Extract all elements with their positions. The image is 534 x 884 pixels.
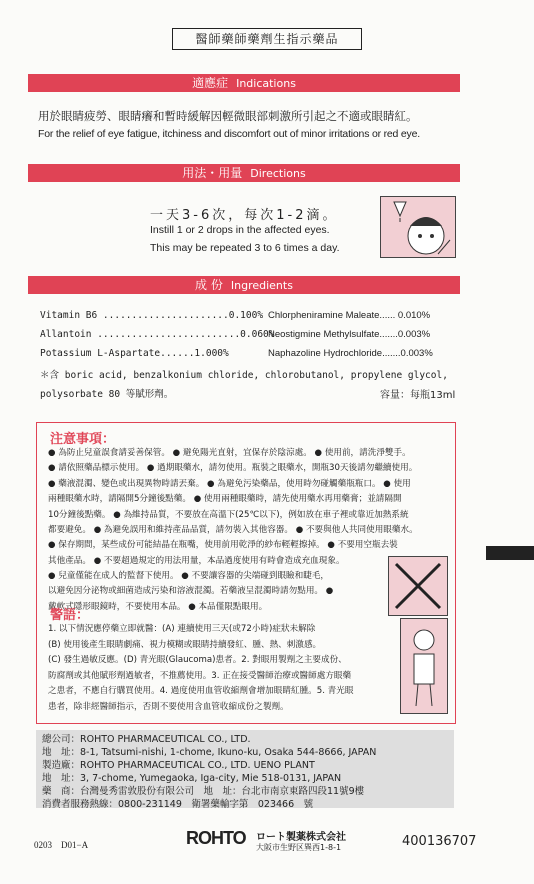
manufacturer-line: 地 址：3, 7-chome, Yumegaoka, Iga-city, Mie 518-0131, JAPAN — [42, 773, 342, 784]
manufacturer-line: 地 址：8-1, Tatsumi-nishi, 1-chome, Ikuno-ku, Osaka 544-8666, JAPAN — [42, 747, 377, 758]
ingredient-left-1: Vitamin B6 ......................0.100% — [40, 310, 264, 321]
cautions-list-narrow — [48, 569, 388, 615]
warning-line: (C) 發生過敏反應。(D) 青光眼(Glaucoma)患者。2. 對眼用製劑之主要成份、 — [48, 655, 347, 665]
ingredient-left-2: Allantoin .........................0.060% — [40, 329, 275, 340]
directions-title-en: Directions — [250, 167, 306, 180]
indications-text-zh: 用於眼睛疲勞、眼睛癢和暫時緩解因輕微眼部刺激所引起之不適或眼睛紅。 — [38, 109, 418, 123]
manufacturer-line: 總公司：ROHTO PHARMACEUTICAL CO., LTD. — [42, 734, 251, 745]
manufacturer-line: 藥 商：台灣曼秀雷敦股份有限公司 地 址：台北市南京東路四段11號9樓 — [42, 786, 365, 797]
child-illustration — [400, 618, 448, 714]
caution-line: 戴軟式隱形眼鏡時，不要使用本品。 ● 本品僅限點眼用。 — [48, 601, 268, 612]
ingredients-band — [28, 276, 460, 294]
warning-line: (B) 使用後產生眼睛劇痛、視力模糊或眼睛持續發紅、腫、熱、刺激感。 — [48, 639, 322, 650]
cautions-title: 注意事項： — [50, 432, 116, 447]
ingredient-right-1: Chlorpheniramine Maleate...... 0.010% — [268, 310, 431, 321]
ingredient-right-2: Neostigmine Methylsulfate.......0.003% — [268, 329, 431, 340]
eye-drop-illustration — [380, 196, 456, 258]
directions-text-zh: 一天3-6次，每次1-2滴。 — [150, 208, 339, 223]
ingredient-additives-1: ＊含 boric acid, benzalkonium chloride, chlorobutanol, propylene glycol, — [40, 370, 448, 381]
ingredient-left-3: Potassium L-Aspartate......1.000% — [40, 348, 229, 359]
edge-mark — [486, 546, 534, 560]
warning-line: 患者，除非經醫師指示，否則不要使用含血管收縮成份之製劑。 — [48, 701, 289, 712]
caution-line: ● 兒童僅能在成人的監督下使用。 ● 不要讓容器的尖端碰到眼瞼和睫毛， — [48, 571, 330, 581]
caution-line: ● 為防止兒童誤食請妥善保管。 ● 避免陽光直射，宜保存於陰涼處。 ● 使用前，請洗淨雙手。 — [48, 448, 411, 458]
footer-code-right: 400136707 — [402, 834, 477, 849]
warning-line: 之患者，不應自行購買使用。4. 過度使用血管收縮劑會增加眼睛紅腫。5. 青光眼 — [48, 686, 354, 696]
indications-title-en: Indications — [236, 77, 296, 90]
ingredients-title-en: Ingredients — [230, 279, 293, 292]
caution-line: ● 請依照藥品標示使用。 ● 過期眼藥水，請勿使用。瓶裝之眼藥水，開瓶30天後請勿繼續使用。 — [48, 463, 418, 474]
warnings-list — [48, 622, 398, 715]
indications-text-en: For the relief of eye fatigue, itchiness and discomfort out of minor irritations or red eye. — [38, 128, 420, 140]
ingredients-title-zh: 成 份 — [195, 278, 223, 292]
ingredient-right-3: Naphazoline Hydrochloride.......0.003% — [268, 348, 433, 359]
rohto-logo: ROHTO — [186, 828, 246, 848]
ingredient-additives-2: polysorbate 80 等賦形劑。 — [40, 389, 174, 400]
caution-line: 以避免因分泌物或細菌造成污染和溶液混濁。若藥液呈混濁時請勿點用。 ● — [48, 586, 334, 597]
indications-title-zh: 適應症 — [192, 76, 229, 90]
caution-line: 都要避免。 ● 為避免誤用和維持產品品質，請勿裝入其他容器。 ● 不要與他人共同使用眼藥水。 — [48, 525, 418, 536]
directions-text-en-1: Instill 1 or 2 drops in the affected eyes. — [150, 224, 330, 236]
directions-text-en-2: This may be repeated 3 to 6 times a day. — [150, 242, 340, 254]
company-address: 大阪市生野区巽西1-8-1 — [256, 843, 342, 852]
caution-line: 其他產品。 ● 不要超過規定的用法用量，本品過度使用有時會造成充血現象。 — [48, 555, 345, 566]
cautions-list — [48, 446, 443, 569]
directions-band — [28, 164, 460, 182]
warning-line: 1. 以下情況應停藥立即就醫：(A) 連續使用三天(或72小時)症狀未解除 — [48, 624, 316, 634]
footer-code-left: 0203 D01−A — [34, 840, 89, 850]
caution-line: ● 保存期間，某些成份可能結晶在瓶嘴，使用前用乾淨的紗布輕輕擦掉。 ● 不要用空瓶去裝 — [48, 540, 398, 551]
manufacturer-line: 消費者服務熱線：0800-231149 衛署藥輸字第 023466 號 — [42, 799, 314, 810]
warning-line: 防腐劑或其他賦形劑過敏者，不推薦使用。3. 正在接受醫師治療或醫師處方眼藥 — [48, 670, 352, 681]
caution-line: 兩種眼藥水時，請隔開5分鐘後點藥。 ● 使用兩種眼藥時，請先使用藥水再用藥膏；並請隔開 — [48, 494, 402, 505]
warnings-title: 警語： — [50, 608, 90, 623]
caution-line: ● 藥液混濁、變色或出現異物時請丟棄。 ● 為避免污染藥品，使用時勿碰觸藥瓶瓶口。 ● 使用 — [48, 478, 411, 489]
no-children-illustration — [388, 556, 448, 616]
company-name-jp: ロート製薬株式会社 — [256, 832, 346, 843]
document-title: 醫師藥師藥劑生指示藥品 — [172, 28, 362, 50]
directions-title-zh: 用法・用量 — [182, 166, 243, 180]
manufacturer-line: 製造廠：ROHTO PHARMACEUTICAL CO., LTD. UENO PLANT — [42, 760, 315, 771]
volume-label: 容量：每瓶13ml — [380, 390, 456, 401]
indications-band — [28, 74, 460, 92]
caution-line: 10分鐘後點藥。 ● 為維持品質，不要放在高溫下(25℃以下)，例如放在車子裡或靠近加熱系統 — [48, 509, 409, 520]
